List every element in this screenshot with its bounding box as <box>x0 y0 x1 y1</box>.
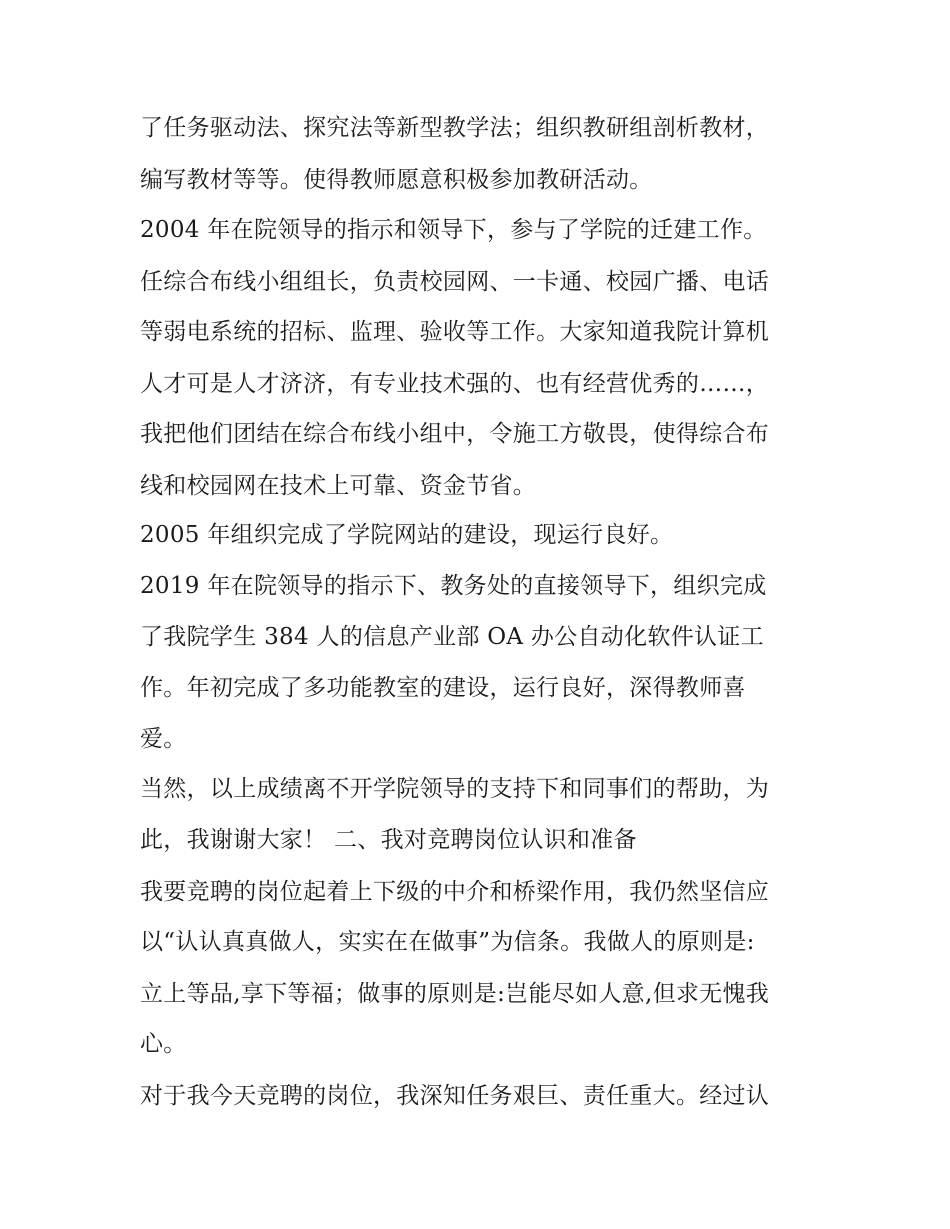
text-line: 2005 年组织完成了学院网站的建设，现运行良好。 <box>140 522 674 548</box>
text-line: 2004 年在院领导的指示和领导下，参与了学院的迁建工作。 <box>140 217 767 243</box>
text-line: 作。年初完成了多功能教室的建设，运行良好，深得教师喜 <box>140 675 746 701</box>
text-line: 此，我谢谢大家！ 二、我对竞聘岗位认识和准备 <box>140 827 637 853</box>
text-line: 立上等品,享下等福；做事的原则是:岂能尽如人意,但求无愧我 <box>140 981 770 1007</box>
text-line: 了我院学生 384 人的信息产业部 OA 办公自动化软件认证工 <box>140 624 764 650</box>
text-line: 心。 <box>140 1031 187 1057</box>
text-line: 等弱电系统的招标、监理、验收等工作。大家知道我院计算机 <box>140 319 770 345</box>
text-line: 了任务驱动法、探究法等新型教学法；组织教研组剖析教材， <box>140 115 770 141</box>
text-line: 线和校园网在技术上可靠、资金节省。 <box>140 473 537 499</box>
text-line: 爱。 <box>140 726 187 752</box>
text-line: 任综合布线小组组长，负责校园网、一卡通、校园广播、电话 <box>140 269 770 295</box>
text-line: 当然，以上成绩离不开学院领导的支持下和同事们的帮助，为 <box>140 776 770 802</box>
text-line: 我要竞聘的岗位起着上下级的中介和桥梁作用，我仍然坚信应 <box>140 879 770 905</box>
text-line: 编写教材等等。使得教师愿意积极参加教研活动。 <box>140 167 653 193</box>
text-line: 以“认认真真做人，实实在在做事”为信条。我做人的原则是: <box>140 929 755 955</box>
text-line: 对于我今天竞聘的岗位，我深知任务艰巨、责任重大。经过认 <box>140 1083 770 1109</box>
text-line: 人才可是人才济济，有专业技术强的、也有经营优秀的……， <box>140 371 770 397</box>
text-line: 我把他们团结在综合布线小组中，令施工方敬畏，使得综合布 <box>140 421 770 447</box>
text-line: 2019 年在院领导的指示下、教务处的直接领导下，组织完成 <box>140 573 767 599</box>
